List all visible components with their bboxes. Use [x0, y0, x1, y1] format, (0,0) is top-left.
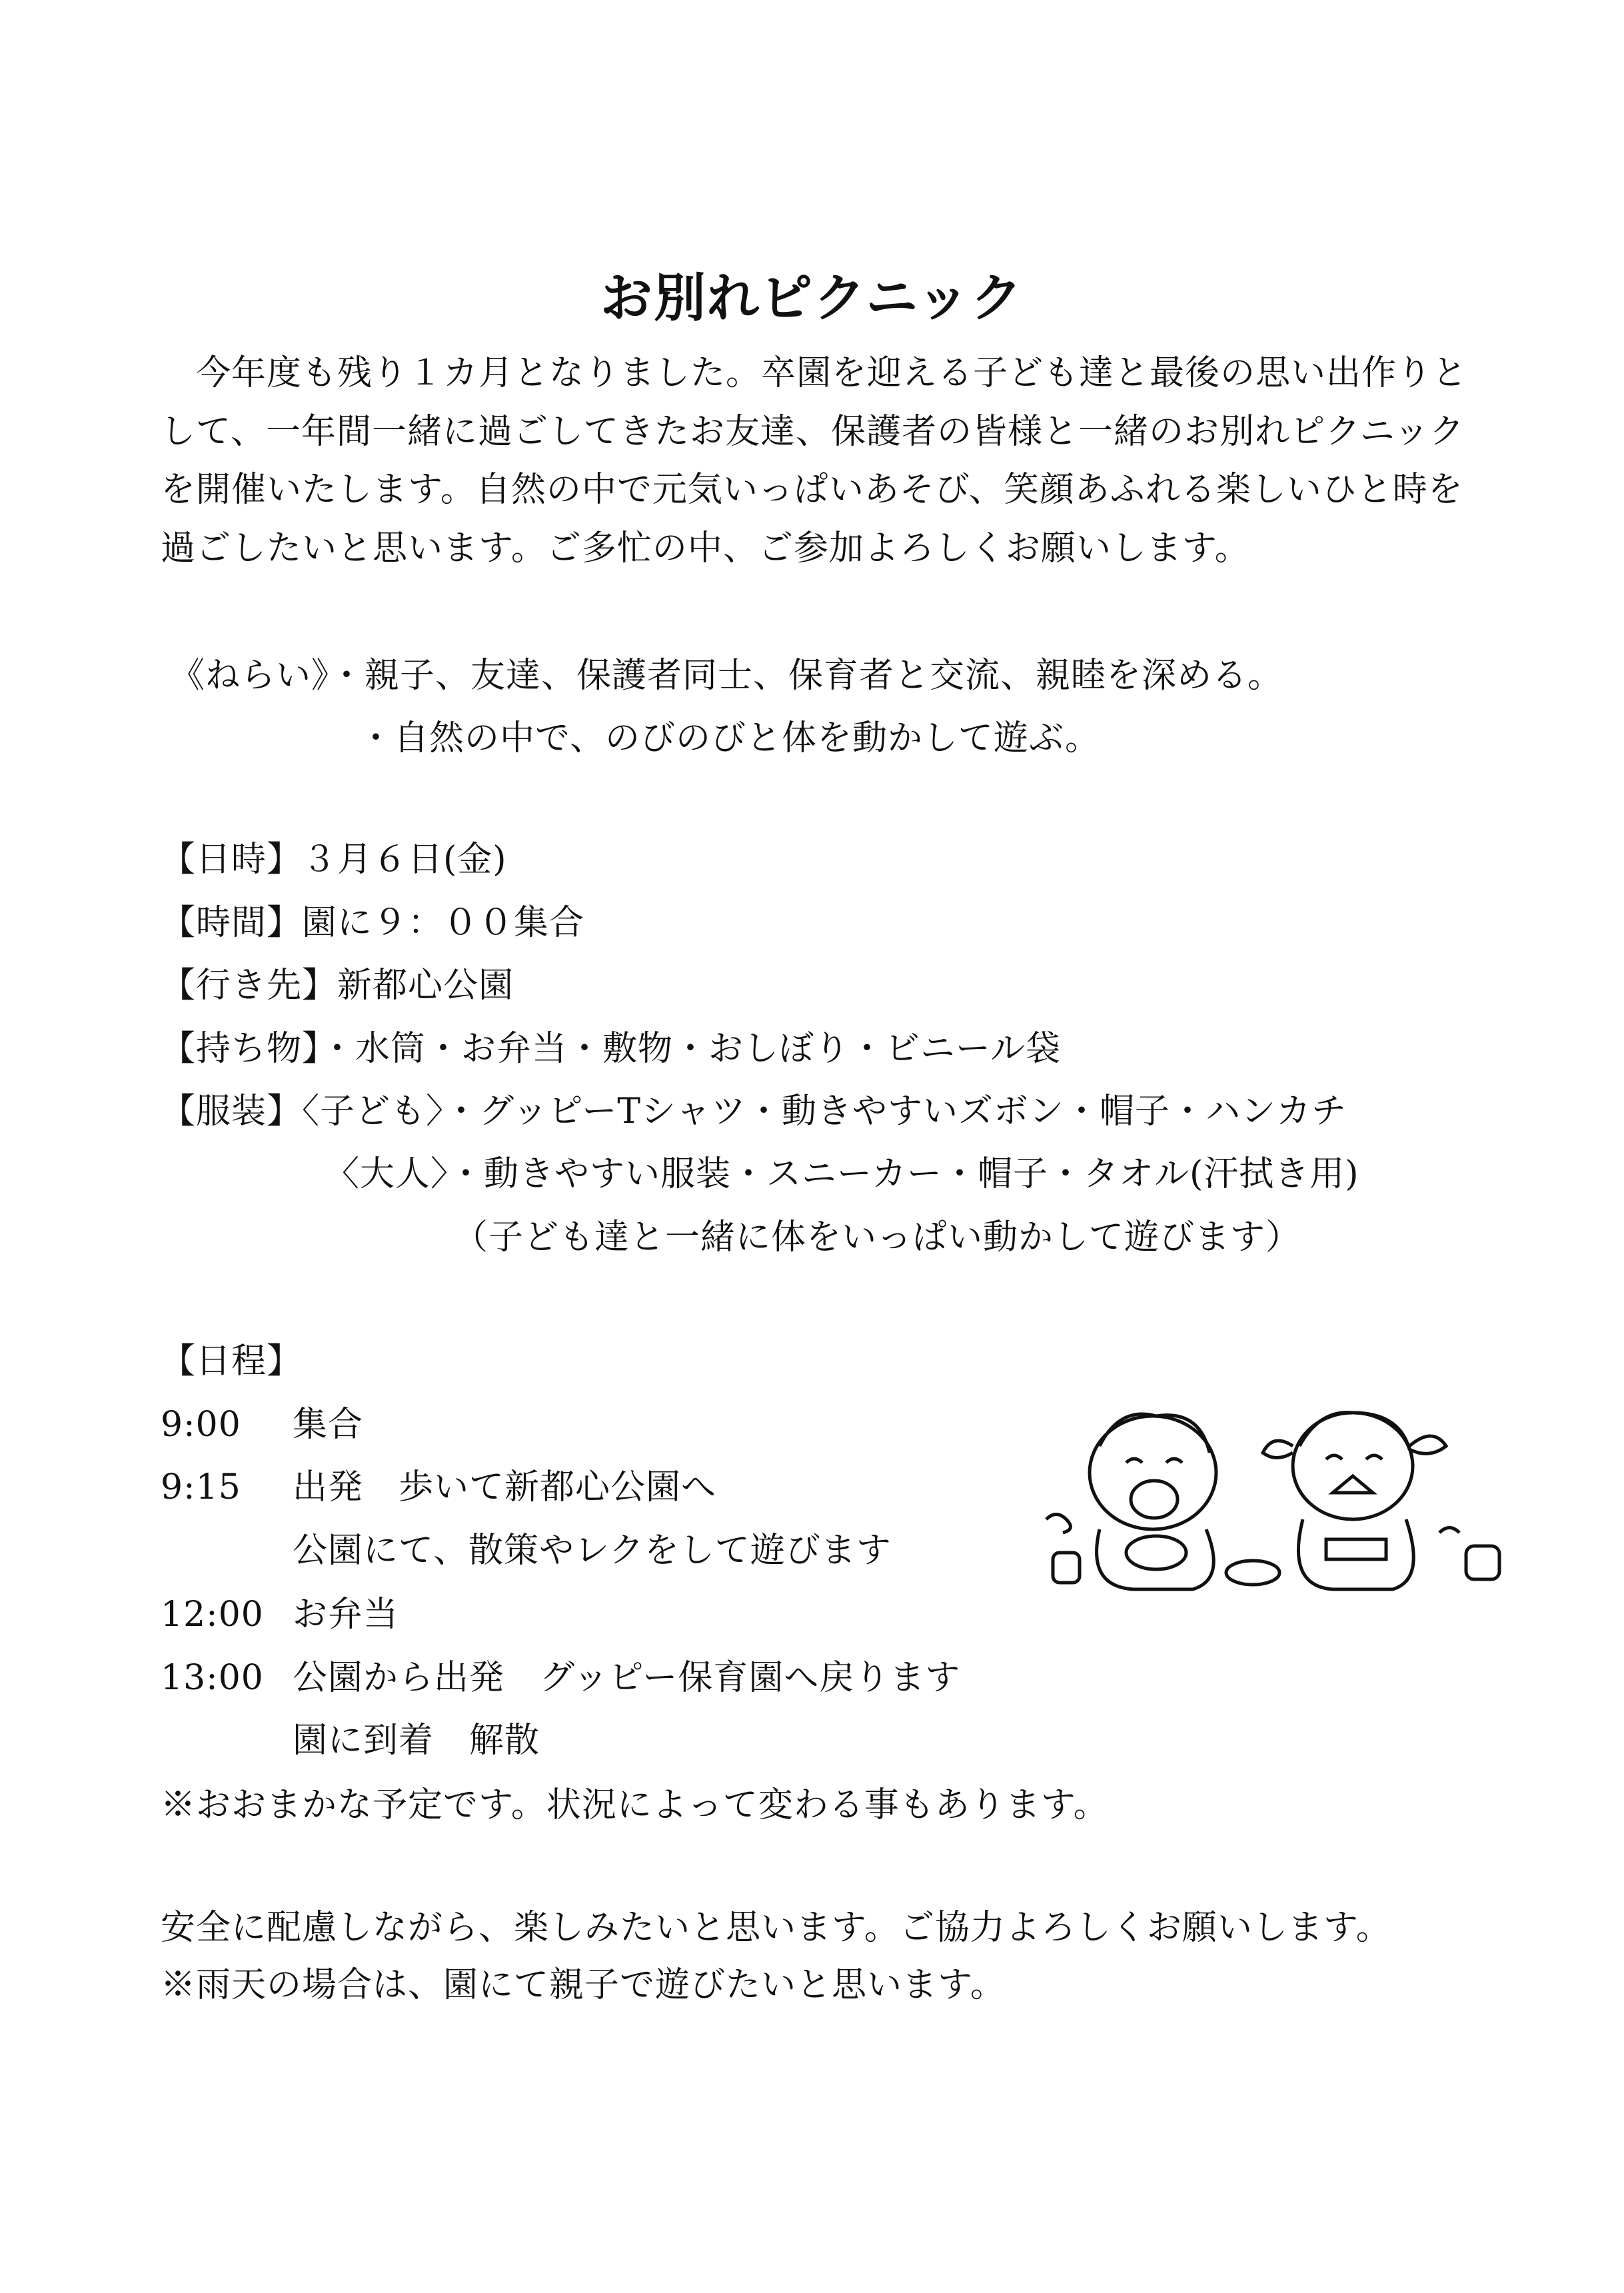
page-title: お別れピクニック: [600, 269, 1024, 329]
schedule-row: [161, 1466, 716, 1509]
schedule-time: 9:15: [161, 1467, 241, 1507]
time-value: 園に９：００集合: [302, 903, 585, 943]
aim-item: ・自然の中で、のびのびと体を動かして遊ぶ。: [359, 718, 1101, 758]
time-label: 【時間】: [161, 903, 303, 943]
intro-line: 過ごしたいと思います。ご多忙の中、ご参加よろしくお願いします。: [161, 528, 1250, 568]
schedule-row: [161, 1657, 960, 1699]
time-line: [161, 902, 584, 944]
schedule-note: ※おおまかな予定です。状況によって変わる事もあります。: [161, 1785, 1109, 1825]
schedule-time: 13:00: [161, 1658, 264, 1698]
schedule-time: 12:00: [161, 1595, 264, 1635]
date-label: 【日時】: [161, 840, 303, 880]
schedule-text: お弁当: [293, 1595, 399, 1635]
belongings-line: [161, 1028, 1061, 1070]
closing-line: ※雨天の場合は、園にて親子で遊びたいと思います。: [161, 1965, 1006, 2005]
date-line: [161, 838, 507, 881]
destination-label: 【行き先】: [161, 966, 338, 1006]
schedule-text: 公園にて、散策やレクをして遊びます: [293, 1531, 892, 1571]
schedule-time: 9:00: [161, 1405, 241, 1445]
belongings-value: ・水筒・お弁当・敷物・おしぼり・ビニール袋: [320, 1029, 1061, 1069]
aims-line: [170, 654, 1283, 697]
girl-figure: [1263, 1413, 1446, 1589]
date-value: ３月６日(金): [302, 840, 507, 880]
schedule-row: [161, 1719, 540, 1762]
schedule-row: [161, 1403, 363, 1446]
schedule-text: 出発 歩いて新都心公園へ: [293, 1467, 717, 1507]
schedule-text: 公園から出発 グッピー保育園へ戻ります: [293, 1658, 961, 1698]
aim-item: ・親子、友達、保護者同士、保育者と交流、親睦を深める。: [329, 656, 1283, 696]
belongings-label: 【持ち物】: [161, 1029, 321, 1069]
destination-line: [161, 964, 514, 1007]
schedule-text: 集合: [293, 1405, 364, 1445]
children-picnic-illustration: [1040, 1399, 1526, 1606]
schedule-row: [161, 1593, 399, 1636]
schedule-text: 園に到着 解散: [293, 1721, 540, 1761]
clothing-adults: 〈大人〉・動きやすい服装・スニーカー・帽子・タオル(汗拭き用): [325, 1154, 1359, 1194]
clothing-label: 【服装】: [161, 1092, 303, 1132]
destination-value: 新都心公園: [337, 966, 514, 1006]
clothing-line: [161, 1090, 1347, 1133]
schedule-label: 【日程】: [161, 1341, 303, 1381]
intro-line: を開催いたします。自然の中で元気いっぱいあそび、笑顔あふれる楽しいひと時を: [161, 470, 1463, 510]
aims-label: 《ねらい》: [170, 656, 330, 696]
picnic-items: [1046, 1515, 1499, 1585]
intro-line: 今年度も残り１カ月となりました。卒園を迎える子ども達と最後の思い出作りと: [161, 353, 1468, 393]
intro-line: して、一年間一緒に過ごしてきたお友達、保護者の皆様と一緒のお別れピクニック: [161, 412, 1465, 452]
clothing-note: （子ども達と一緒に体をいっぱい動かして遊びます）: [453, 1217, 1301, 1257]
clothing-children: 〈子ども〉・グッピーTシャツ・動きやすいズボン・帽子・ハンカチ: [302, 1092, 1347, 1132]
closing-line: 安全に配慮しながら、楽しみたいと思います。ご協力よろしくお願いします。: [161, 1908, 1391, 1948]
boy-figure: [1090, 1414, 1216, 1589]
schedule-row: [161, 1529, 892, 1572]
